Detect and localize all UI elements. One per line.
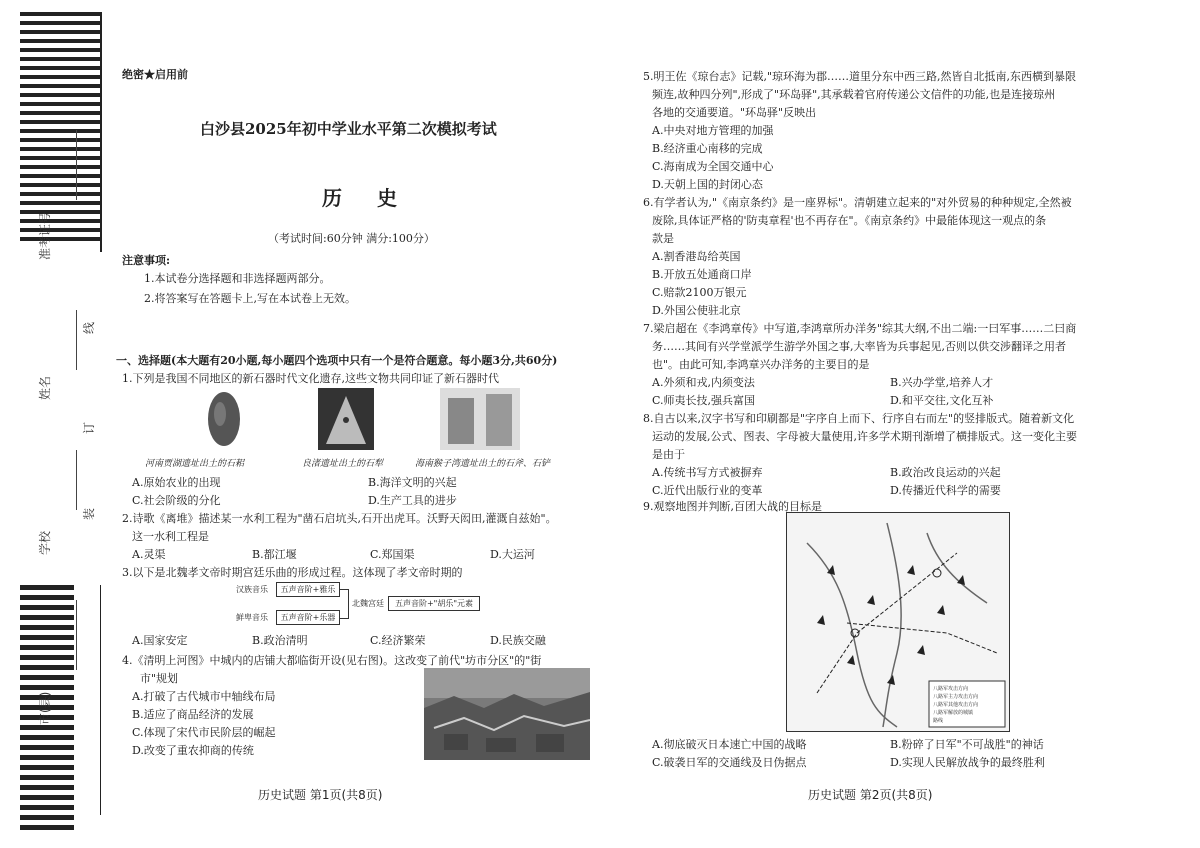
q2-opt-b: B.都江堰 [252,548,297,561]
qingming-painting [424,668,590,760]
secret-label: 绝密★启用前 [122,68,188,81]
caption-2: 良渚遗址出土的石犁 [302,459,384,469]
q9-opt-d: D.实现人民解放战争的最终胜利 [890,756,1045,769]
q6-opt-b: B.开放五处通商口岸 [652,268,752,281]
q4-opt-a: A.打破了古代城市中轴线布局 [132,690,276,703]
legend-item-4: 八路军解放的城镇 [933,710,974,716]
school-line [76,450,77,510]
q1-opt-c: C.社会阶级的分化 [132,494,221,507]
q6-line-2: 废除,具体证严格的'防夷章程'也不再存在"。《南京条约》中最能体现这一观点的条 [652,214,1047,227]
q4-opt-b: B.适应了商品经济的发展 [132,708,254,721]
q9-opt-b: B.粉碎了日军"不可战胜"的神话 [890,738,1044,751]
q4-stem-2: 市"规划 [140,672,179,685]
binding-mark-ding: 订 [82,421,96,434]
q7-opt-b: B.兴办学堂,培养人才 [890,376,994,389]
q1-opt-d: D.生产工具的进步 [368,494,457,507]
q2-opt-d: D.大运河 [490,548,535,561]
subject-title: 历 史 [322,186,411,210]
q7-line-3: 也"。由此可知,李鸿章兴办洋务的主要目的是 [652,358,870,371]
q8-opt-a: A.传统书写方式被摒弃 [652,466,763,479]
q4-stem: 4.《清明上河图》中城内的店铺大都临街开设(见右图)。这改变了前代"坊市分区"的"街 [122,654,542,667]
q8-line-2: 运动的发展,公式、图表、字母被大量使用,许多学术期刊渐增了横排版式。这一变化主要 [652,430,1077,443]
county-label: 市(县) [38,691,52,725]
q3-box-xianbei: 五声音阶+乐器 [276,610,340,625]
q6-line-3: 款是 [652,232,674,245]
stone-plough-photo [318,388,374,450]
q2-stem: 2.诗歌《离堆》描述某一水利工程为"凿石启坑头,石开出虎耳。沃野天闳田,灌溉自兹始"。 [122,512,557,525]
q5-line-2: 频连,故种四分列",形成了"环岛驿",其承载着官府传递公文信件的功能,也是连接琼州 [652,88,1056,101]
q6-opt-d: D.外国公使驻北京 [652,304,741,317]
caption-1: 河南贾湖遗址出土的石耜 [145,459,245,469]
q1-opt-a: A.原始农业的出现 [132,476,221,489]
section-heading: 一、选择题(本大题有20小题,每小题四个选项中只有一个是符合题意。每小题3分,共60分) [116,354,558,367]
q3-opt-b: B.政治清明 [252,634,308,647]
q8-opt-d: D.传播近代科学的需要 [890,484,1001,497]
exam-number-label: 准考证号 [38,211,52,260]
caption-3: 海南猴子湾遗址出土的石斧、石铲 [415,459,551,469]
q4-opt-d: D.改变了重农抑商的传统 [132,744,254,757]
exam-title: 白沙县2025年初中学业水平第二次模拟考试 [200,120,497,138]
exam-number-line [76,130,77,200]
q6-opt-c: C.赔款2100万银元 [652,286,747,299]
binding-mark-xian: 线 [82,321,96,334]
stone-axe-shovel-photo [440,388,520,450]
q5-opt-c: C.海南成为全国交通中心 [652,160,774,173]
q3-label-han: 汉族音乐 [236,585,268,594]
notice-item-1: 1.本试卷分选择题和非选择题两部分。 [144,272,331,285]
q7-opt-c: C.师夷长技,强兵富国 [652,394,756,407]
q8-line-3: 是由于 [652,448,685,461]
q5-opt-a: A.中央对地方管理的加强 [652,124,774,137]
q3-box-result: 五声音阶+"胡乐"元素 [388,596,480,611]
q3-opt-a: A.国家安定 [132,634,188,647]
legend-item-2: 八路军主力攻击方向 [933,694,979,700]
hundred-regiments-map [786,512,1010,732]
q8-line-1: 8.自古以来,汉字书写和印刷都是"字序自上而下、行序自右而左"的竖排版式。随着新文化 [643,412,1075,425]
q3-label-xianbei: 鲜卑音乐 [236,613,268,622]
q7-opt-a: A.外须和戎,内须变法 [652,376,755,389]
q3-mid-label: 北魏宫廷 [352,599,384,608]
notice-heading: 注意事项: [122,254,171,267]
binding-strip-top [20,12,100,242]
legend-item-1: 八路军攻击方向 [933,686,969,692]
q8-opt-c: C.近代出版行业的变革 [652,484,763,497]
binding-line-bottom [100,585,101,815]
q6-opt-a: A.割香港岛给英国 [652,250,741,263]
county-line [76,600,77,670]
q5-line-3: 各地的交通要道。"环岛驿"反映出 [652,106,817,119]
q7-line-1: 7.梁启超在《李鸿章传》中写道,李鸿章所办洋务"综其大纲,不出二端:一曰军事……二曰商 [643,322,1077,335]
q5-opt-d: D.天朝上国的封闭心态 [652,178,763,191]
q8-opt-b: B.政治改良运动的兴起 [890,466,1001,479]
legend-item-3: 八路军其他攻击方向 [933,702,979,708]
q3-opt-d: D.民族交融 [490,634,546,647]
school-label: 学校 [38,530,52,555]
q9-opt-c: C.破袭日军的交通线及日伪据点 [652,756,807,769]
q2-stem-2: 这一水利工程是 [132,530,209,543]
q9-stem: 9.观察地图并判断,百团大战的目标是 [643,500,822,513]
q2-opt-a: A.灵渠 [132,548,166,561]
name-line [76,310,77,370]
q1-stem: 1.下列是我国不同地区的新石器时代文化遗存,这些文物共同印证了新石器时代 [122,372,499,385]
q5-opt-b: B.经济重心南移的完成 [652,142,763,155]
footer-left: 历史试题 第1页(共8页) [258,788,383,802]
q3-stem: 3.以下是北魏孝文帝时期宫廷乐曲的形成过程。这体现了孝文帝时期的 [122,566,463,579]
binding-line-top [100,12,102,252]
q4-opt-c: C.体现了宋代市民阶层的崛起 [132,726,276,739]
q5-line-1: 5.明王佐《琼台志》记载,"琼环海为郡……道里分东中西三路,然皆自北抵南,东西横到暴限 [643,70,1077,83]
name-label: 姓名 [38,375,52,400]
q9-opt-a: A.彻底破灭日本速亡中国的战略 [652,738,807,751]
stone-spade-photo [196,388,252,450]
q1-opt-b: B.海洋文明的兴起 [368,476,457,489]
q7-line-2: 务……其间有兴学堂派学生游学外国之事,大率皆为兵事起见,否则以供交涉翻译之用者 [652,340,1066,353]
footer-right: 历史试题 第2页(共8页) [808,788,933,802]
q2-opt-c: C.郑国渠 [370,548,415,561]
q6-line-1: 6.有学者认为,"《南京条约》是一座界标"。清朝建立起来的"对外贸易的种种规定,全然被 [643,196,1072,209]
notice-item-2: 2.将答案写在答题卡上,写在本试卷上无效。 [144,292,356,305]
q3-bracket [340,589,349,619]
q7-opt-d: D.和平交往,文化互补 [890,394,994,407]
time-info: （考试时间:60分钟 满分:100分） [268,232,435,245]
q3-opt-c: C.经济繁荣 [370,634,426,647]
map-legend [933,685,978,725]
q3-box-han: 五声音阶+雅乐 [276,582,340,597]
legend-item-5: 路线 [933,718,944,724]
binding-mark-zhuang: 装 [82,507,96,520]
